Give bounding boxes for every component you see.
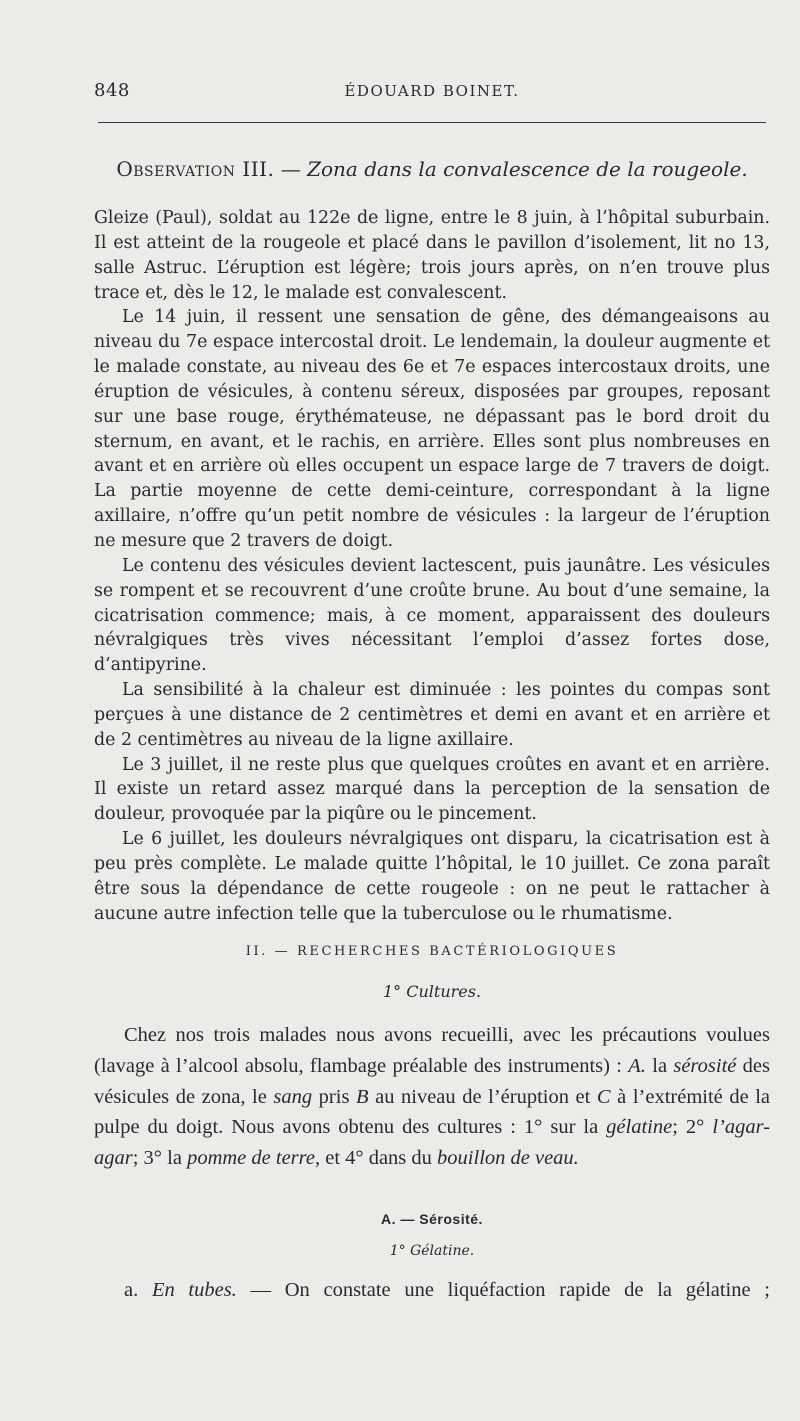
observation-body: [94, 206, 770, 926]
paragraph-3: Le contenu des vésicules devient lactescent, puis jaunâtre. Les vésicules se rompent et se recouvrent d’une croûte brune. Au bout d’une semaine, la cicatrisation commence; mais, à ce moment, apparaissent des douleurs névralgiques très vives nécessitant l’emploi d’assez fortes dose, d’antipyrine.: [94, 555, 770, 676]
paragraph-2: Le 14 juin, il ressent une sensation de gêne, des démangeaisons au niveau du 7e espace intercostal droit. Le lendemain, la douleur augmente et le malade constate, au niveau des 6e et 7e espaces intercostaux droits, une éruption de vésicules, à contenu séreux, disposées par groupes, reposant sur une base rouge, érythémateuse, ne dépassant pas le bord droit du sternum, en avant, et le rachis, en arrière. Elles sont plus nombreuses en avant et en arrière où elles occupent un espace large de 7 travers de doigt. La partie moyenne de cette demi-ceinture, correspondant à la ligne axillaire, n’offre qu’un petit nombre de vésicules : la largeur de l’éruption ne mesure que 2 travers de doigt.: [94, 307, 770, 551]
observation-dash: —: [274, 157, 308, 181]
item-label: a.: [124, 1279, 139, 1301]
page-number: 848: [94, 80, 130, 101]
paragraph-4: La sensibilité à la chaleur est diminuée : les pointes du compas sont perçues à une distance de 2 centimètres et demi en avant et en arrière et de 2 centimètres au niveau de la ligne axillaire.: [94, 680, 770, 750]
observation-title: [94, 157, 770, 181]
observation-label: Observation III.: [116, 157, 275, 181]
gelatine-heading: 1° Gélatine.: [389, 1243, 475, 1259]
paragraph-5: Le 3 juillet, il ne reste plus que quelques croûtes en avant et en arrière. Il existe un retard assez marqué dans la perception de la sensation de douleur, provoquée par la piqûre ou le pincement.: [94, 754, 770, 825]
final-line: [94, 1275, 770, 1305]
paragraph-6: Le 6 juillet, les douleurs névralgiques ont disparu, la cicatrisation est à peu près complète. Le malade quitte l’hôpital, le 10 juillet. Ce zona paraît être sous la dépendance de cette rougeole : on ne peut le rattacher à aucune autre infection telle que la tuberculose ou le rhumatisme.: [94, 829, 770, 924]
cultures-subheading: 1° Cultures.: [382, 982, 482, 1001]
cultures-paragraph: Chez nos trois malades nous avons recueilli, avec les précautions voulues (lavage à l’alcool absolu, flambage préalable des instruments) : A. la sérosité des vésicules de zona, le sang pris B au niveau de l’éruption et C à l’extrémité de la pulpe du doigt. Nous avons obtenu des cultures : 1° sur la gélatine; 2° l’agar-agar; 3° la pomme de terre, et 4° dans du bouillon de veau.: [94, 1024, 771, 1170]
serosite-heading: A. — Sérosité.: [381, 1211, 483, 1227]
item-title: En tubes.: [151, 1279, 237, 1301]
section-heading: II. — RECHERCHES BACTÉRIOLOGIQUES: [245, 944, 619, 959]
observation-subject: Zona dans la convalescence de la rougeole.: [307, 157, 748, 181]
running-title: ÉDOUARD BOINET.: [344, 82, 520, 100]
item-text: — On constate une liquéfaction rapide de la gélatine ;: [236, 1279, 770, 1301]
paragraph-1: Gleize (Paul), soldat au 122e de ligne, entre le 8 juin, à l’hôpital suburbain. Il est atteint de la rougeole et placé dans le pavillon d’isolement, lit no 13, salle Astruc. L’éruption est légère; trois jours après, on n’en trouve plus trace et, dès le 12, le malade est convalescent.: [94, 208, 770, 303]
header-rule: [98, 122, 766, 123]
